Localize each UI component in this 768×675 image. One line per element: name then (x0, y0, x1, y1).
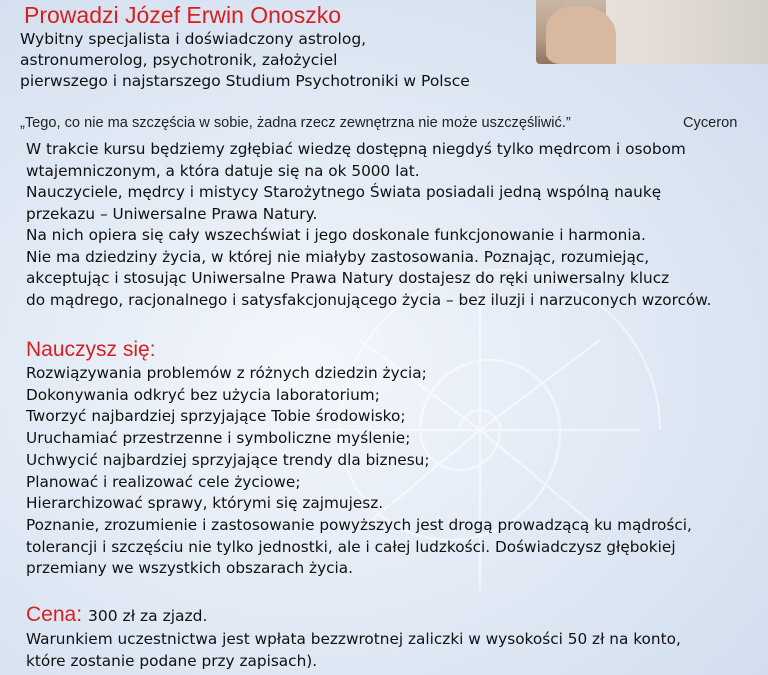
learn-list (26, 363, 692, 580)
instructor-bio (20, 29, 470, 92)
learn-item: Planować i realizować cele życiowe; (26, 472, 301, 491)
price-label: Cena: (26, 603, 83, 626)
learn-item: Hierarchizować sprawy, którymi się zajmujesz. (26, 494, 384, 513)
learn-item: Uchwycić najbardziej sprzyjające trendy dla biznesu; (26, 450, 430, 469)
price-conditions (26, 629, 681, 672)
intro-line: W trakcie kursu będziemy zgłębiać wiedzę dostępną niegdyś tylko mędrcom i osobom (26, 140, 686, 158)
learn-item: tolerancji i szczęściu nie tylko jednostki, ale i całej ludzkości. Doświadczysz głębokiej (26, 537, 676, 556)
condition-line: które zostanie podane przy zapisach). (26, 651, 318, 670)
bio-line: Wybitny specjalista i doświadczony astrolog, (20, 30, 367, 48)
page-title: Prowadzi Józef Erwin Onoszko (24, 2, 342, 28)
learn-item: Poznanie, zrozumienie i zastosowanie powyższych jest drogą prowadzącą ku mądrości, (26, 515, 692, 534)
intro-line: akceptując i stosując Uniwersalne Prawa Natury dostajesz do ręki uniwersalny klucz (26, 269, 670, 287)
instructor-photo (536, 0, 768, 64)
intro-line: Nauczyciele, mędrcy i mistycy Starożytnego Świata posiadali jedną wspólną naukę (26, 183, 662, 201)
learn-item: Uruchamiać przestrzenne i symboliczne myślenie; (26, 429, 411, 448)
condition-line: Warunkiem uczestnictwa jest wpłata bezzwrotnej zaliczki w wysokości 50 zł na konto, (26, 630, 681, 648)
intro-line: Nie ma dziedziny życia, w której nie miałyby zastosowania. Poznając, rozumiejąc, (26, 247, 650, 266)
quote-text: „Tego, co nie ma szczęścia w sobie, żadna rzecz zewnętrzna nie może uszczęśliwić.” (20, 115, 571, 131)
quote-author: Cyceron (683, 115, 738, 131)
course-intro (26, 139, 711, 311)
price (26, 603, 207, 627)
bio-line: pierwszego i najstarszego Studium Psychotroniki w Polsce (20, 72, 470, 90)
price-value: 300 zł za zjazd. (88, 607, 208, 625)
intro-line: przekazu – Uniwersalne Prawa Natury. (26, 204, 318, 223)
intro-line: do mądrego, racjonalnego i satysfakcjonującego życia – bez iluzji i narzuconych wzorców. (26, 290, 712, 309)
quote (20, 115, 760, 131)
intro-line: Na nich opiera się cały wszechświat i jego doskonale funkcjonowanie i harmonia. (26, 226, 646, 244)
learn-item: przemiany we wszystkich obszarach życia. (26, 559, 354, 578)
bio-line: astronumerolog, psychotronik, założyciel (20, 51, 338, 69)
learn-item: Rozwiązywania problemów z różnych dziedzin życia; (26, 364, 427, 382)
photo-shirt (606, 0, 768, 64)
learn-heading: Nauczysz się: (26, 338, 156, 361)
learn-item: Tworzyć najbardziej sprzyjające Tobie środowisko; (26, 407, 406, 426)
learn-item: Dokonywania odkryć bez użycia laboratorium; (26, 385, 380, 404)
intro-line: wtajemniczonym, a która datuje się na ok 5000 lat. (26, 161, 420, 180)
photo-hand (546, 6, 616, 64)
